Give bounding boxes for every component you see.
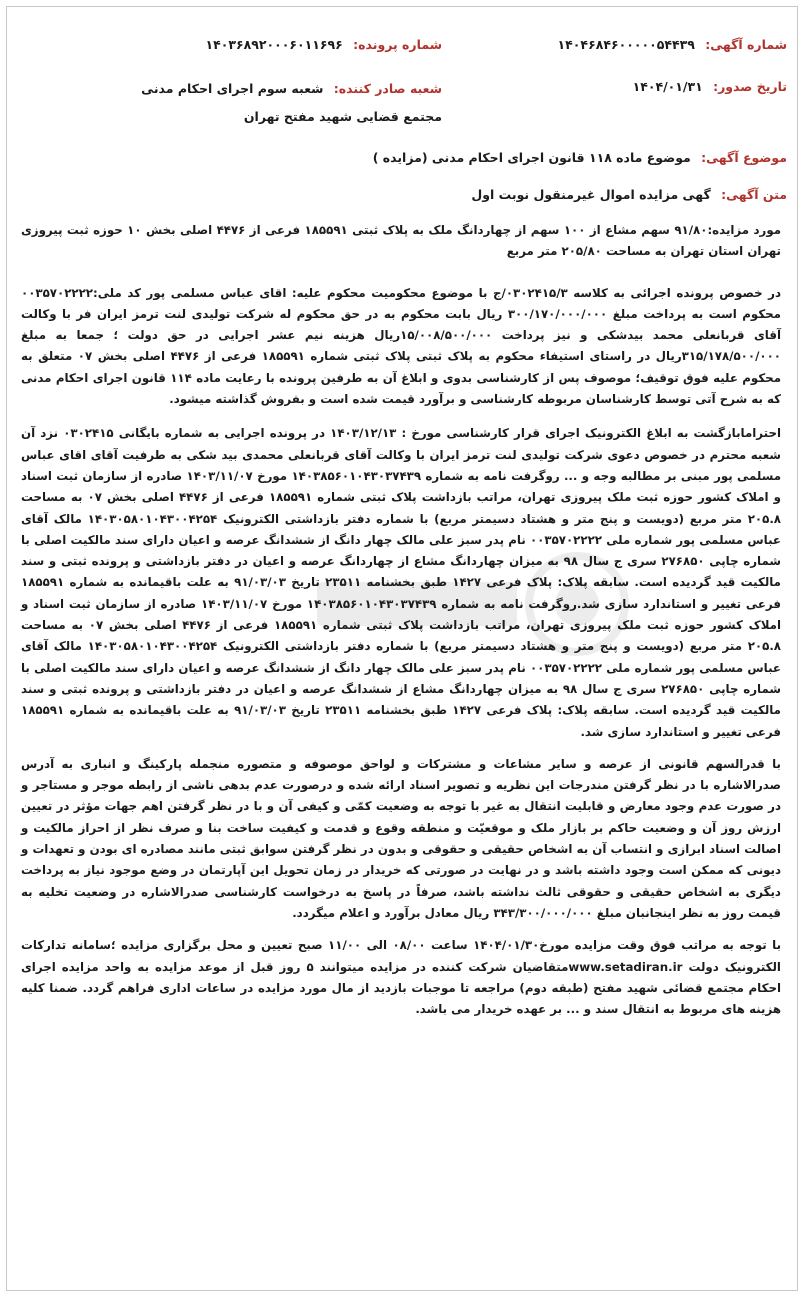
subject-label: موضوع آگهی:: [701, 150, 787, 165]
file-number-value: ۱۴۰۳۶۸۹۲۰۰۰۶۰۱۱۶۹۶: [205, 37, 343, 52]
subject-row: [373, 150, 787, 165]
issue-date-value: ۱۴۰۴/۰۱/۳۱: [632, 79, 703, 94]
notice-text-label: متن آگهی:: [721, 187, 787, 202]
issuer-label: شعبه صادر کننده:: [333, 81, 442, 96]
expert-report-paragraph: احتراماباز‌گشت به ابلاغ الکترونیک اجرای قرار کارشناسی مورخ : ۱۴۰۳/۱۲/۱۳ در پرونده اجرایی به شماره بایگانی ۰۳۰۲۴۱۵ نزد آن شعبه محترم در خصوص دعوی شرکت تولیدی لنت ترمز ایران با وکالت آقای قربانعلی محمدی بید شکی به طرفیت آقای اقای عباس مسلمی پور مبنی بر مطالبه وجه و ... روگرفت نامه به شماره ۱۴۰۳۸۵۶۰۱۰۴۳۰۳۷۴۳۹ مورخ ۱۴۰۳/۱۱/۰۷ صادره از سازمان ثبت اسناد و املاک کشور حوزه ثبت ملک پیروزی تهران، مراتب بازداشت پلاک ثبتی شماره ۱۸۵۵۹۱ فرعی از ۴۴۷۶ اصلی بخش ۰۷ به مساحت ۲۰۵.۸ متر مربع (دویست و پنج متر و هشتاد دسیمتر مربع) با شماره دفتر بازداشتی الکترونیک ۱۴۰۳۰۵۸۰۱۰۴۳۰۰۴۲۵۴ مالک آقای عباس مسلمی پور شماره ملی ۰۰۳۵۷۰۲۲۲۲ نام پدر سبز علی مالک چهار دانگ از ششدانگ عرصه و اعیان دارای سند مالکیت اصلی با شماره چاپی ۲۷۶۸۵۰ سری ج سال ۹۸ به میزان چهاردانگ مشاع از چهاردانگ عرصه و اعیان در دفتر بازداشتی و پرونده ثبتی و سند مالکیت قید گردیده است. سابقه پلاک: پلاک فرعی ۱۴۲۷ طبق بخشنامه ۲۳۵۱۱ تاریخ ۹۱/۰۳/۰۳ به علت باقیمانده به شماره ۱۸۵۵۹۱ فرعی تغییر و استاندارد سازی شد.روگرفت نامه به شماره ۱۴۰۳۸۵۶۰۱۰۴۳۰۳۷۴۳۹ مورخ ۱۴۰۳/۱۱/۰۷ صادره از سازمان ثبت اسناد و املاک کشور حوزه ثبت ملک پیروزی تهران، مراتب بازداشت پلاک ثبتی شماره ۱۸۵۵۹۱ فرعی از ۴۴۷۶ اصلی بخش ۰۷ به مساحت ۲۰۵.۸ متر مربع (دویست و پنج متر و هشتاد دسیمتر مربع) با شماره دفتر بازداشتی الکترونیک ۱۴۰۳۰۵۸۰۱۰۴۳۰۰۴۲۵۴ مالک آقای عباس مسلمی پور شماره ملی ۰۰۳۵۷۰۲۲۲۲ نام پدر سبز علی مالک چهار دانگ از ششدانگ عرصه و اعیان دارای سند مالکیت اصلی با شماره چاپی ۲۷۶۸۵۰ سری ج سال ۹۸ به میزان چهاردانگ مشاع از ششدانگ عرصه و اعیان در دفتر بازداشتی و پرونده ثبتی و سند مالکیت قید گردیده است. سابقه پلاک: پلاک فرعی ۱۴۲۷ طبق بخشنامه ۲۳۵۱۱ تاریخ ۹۱/۰۳/۰۳ به علت باقیمانده به شماره ۱۸۵۵۹۱ فرعی تغییر و استاندارد سازی شد.: [21, 426, 782, 739]
file-number-row: [205, 37, 442, 52]
notice-page: [6, 6, 798, 1291]
case-details-paragraph: در خصوص پرونده اجرائی به کلاسه ۰۳۰۲۴۱۵/۳/ج با موضوع محکومیت محکوم علیه: اقای عباس مسلمی پور کد ملی:۰۰۳۵۷۰۲۲۲۲ محکوم است به پرداخت مبلغ ۳۰۰/۱۷۰/۰۰۰/۰۰۰ ریال بابت محکوم به در حق محکوم له شرکت تولیدی لنت ترمز ایران فر با وکالت آقای قربانعلی محمد بیدشکی و نیز پرداخت ۱۵/۰۰۸/۵۰۰/۰۰۰ریال هزینه نیم عشر اجرایی در حق دولت ؛ جمعا به مبلغ ۳۱۵/۱۷۸/۵۰۰/۰۰۰ریال در راستای استیفاء محکوم به پلاک ثبتی پلاک ثبتی شماره ۱۸۵۵۹۱ فرعی از ۴۴۷۶ اصلی بخش ۰۷ متعلق به محکوم علیه فوق توقیف؛ موصوف پس از کارشناسی بدوی و ابلاغ آن به طرفین پرونده با رعایت ماده ۱۱۴ قانون اجرای احکام مدنی که به شرح آتی توسط کارشناسان مربوطه کارشناسی و برآورد قیمت شده است و بفروش گذاشته میشود.: [21, 285, 782, 407]
ad-number-row: [558, 37, 787, 52]
notice-header: [7, 7, 797, 137]
subject-value: موضوع ماده ۱۱۸ قانون اجرای احکام مدنی (مزایده ): [372, 150, 691, 165]
notice-text-value: گهی مزایده اموال غیرمنقول نوبت اول: [471, 187, 711, 202]
ad-number-label: شماره آگهی:: [705, 37, 787, 52]
issuer-value: شعبه سوم اجرای احکام مدنی مجتمع قضایی شهید مفتح تهران: [141, 81, 442, 124]
valuation-paragraph: با قدرالسهم قانونی از عرصه و سایر مشاعات و مشترکات و لواحق موصوفه و متصوره منجمله پارکینگ و انباری به آدرس صدرالاشاره با در نظر گرفتن مندرجات این نظریه و تصویر اسناد ارائه شده و درصورت عدم بدهی ناشی از رابطه موجر و مستاجر و در صورت عدم وجود معارض و قابلیت انتقال به غیر با توجه به وضعیت کمّی و کیفی آن و با در نظر گرفتن اهم جهات مؤثر در تعیین ارزش روز آن و وضعیت حاکم بر بازار ملک و موقعیّت و منطقه وقوع و قدمت و کیفیت ساخت بنا و صرف نظر از احراز مالکیت و اصالت اسناد ابرازی و انتساب آن به اشخاص حقیقی و حقوقی و بدون در نظر گرفتن سوابق ثبتی مانند مصادره ای بودن و تعهدات و دیونی که ممکن است وجود داشته باشد و در نهایت در صورتی که خریدار در زمان تحویل این آپارتمان در وضع موجود نیاز به پرداخت دیگری به اشخاص حقیقی و حقوقی ثالث نداشته باشد، صرفاً در پاسخ به درخواست کارشناسی صدرالاشاره در وضعیت تخلیه به قیمت روز به نظر اینجانبان مبلغ ۳۴۳/۳۰۰/۰۰۰/۰۰۰ ریال معادل برآورد و اعلام میگردد.: [21, 756, 781, 920]
notice-text-row: [471, 187, 787, 202]
issuer-row: [102, 75, 442, 131]
issue-date-row: [633, 79, 787, 94]
auction-item-paragraph: مورد مزایده:۹۱/۸۰ سهم مشاع از ۱۰۰ سهم از چهاردانگ ملک به پلاک ثبتی ۱۸۵۵۹۱ فرعی از ۴۴۷۶ اصلی بخش ۱۰ حوزه ثبت پیروزی تهران استان تهران به مساحت ۲۰۵/۸۰ متر مربع: [21, 223, 782, 259]
file-number-label: شماره پرونده:: [353, 37, 442, 52]
ad-number-value: ۱۴۰۴۶۸۴۶۰۰۰۰۰۵۴۴۳۹: [557, 37, 695, 52]
issue-date-label: تاریخ صدور:: [713, 79, 787, 94]
auction-schedule-paragraph: با توجه به مراتب فوق وقت مزایده مورخ۱۴۰۴/۰۱/۳۰ ساعت ۰۸/۰۰ الی ۱۱/۰۰ صبح تعیین و محل برگزاری مزایده ؛سامانه تدارکات الکترونیک دولت www.setadiran.irمتقاضیان شرکت کننده در مزایده میتوانند ۵ روز قبل از موعد مزایده به واحد مزایده اجرای احکام مجتمع قضائی شهید مفتح (طبقه دوم) مراجعه تا موجبات بازدید از مال مورد مزایده در ساعات اداری فراهم گردد. ضمنا کلیه هزینه های مربوط به انتقال سند و ... بر عهده خریدار می باشد.: [21, 938, 782, 1017]
notice-body: [21, 220, 781, 1031]
